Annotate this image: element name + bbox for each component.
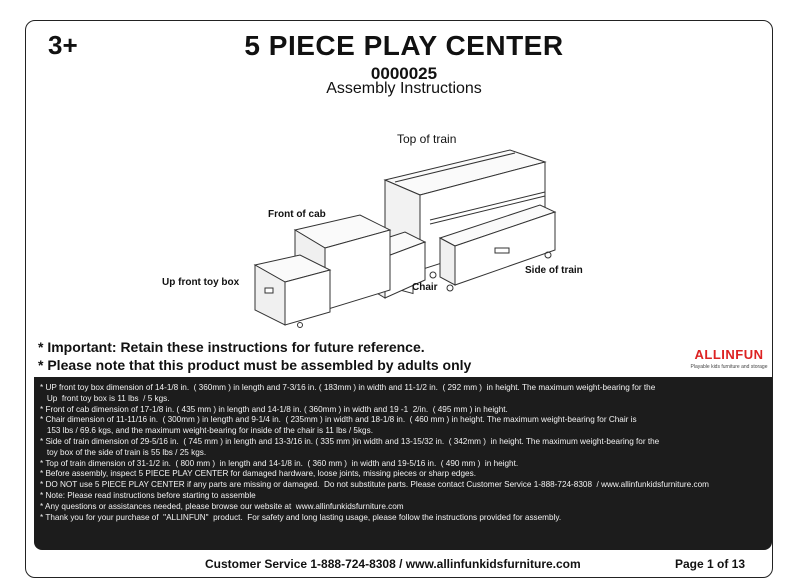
label-top-of-train: Top of train xyxy=(397,132,457,146)
label-chair: Chair xyxy=(412,282,438,293)
page-title: 5 PIECE PLAY CENTER xyxy=(244,30,564,61)
footer-customer-service: Customer Service 1-888-724-8308 / www.allinfunkidsfurniture.com xyxy=(205,557,581,571)
logo-text: ALLINFUN xyxy=(694,347,764,362)
allinfun-logo xyxy=(688,345,770,375)
spec-line: * Top of train dimension of 31-1/2 in. ( 800 mm ) in length and 14-1/8 in. ( 360 mm ) in width and 19-5/16 in. ( 490 mm ) in height. xyxy=(40,458,519,468)
spec-line: * Any questions or assistances needed, please browse our website at www.allinfunkidsfurniture.com xyxy=(40,501,404,511)
spec-line: * DO NOT use 5 PIECE PLAY CENTER if any parts are missing or damaged. Do not substitute parts. Please contact Customer Service 1-888-724-8308 / www.allinfunkidsfurniture.com xyxy=(40,480,709,490)
spec-line: 153 lbs / 69.6 kgs, and the maximum weight-bearing for inside of the chair is 11 lbs / 5kgs. xyxy=(40,426,373,436)
specifications-panel xyxy=(34,377,772,550)
label-up-front-toy-box: Up front toy box xyxy=(162,277,240,288)
spec-line: * Chair dimension of 11-11/16 in. ( 300mm ) in length and 9-1/4 in. ( 235mm ) in width and 18-1/8 in. ( 460 mm ) in height. The maximum weight-bearing for Chair is xyxy=(40,415,637,425)
adults-warning: * Please note that this product must be assembled by adults only xyxy=(38,357,472,373)
label-side-of-train: Side of train xyxy=(525,265,583,276)
spec-line: Up front toy box is 11 lbs / 5 kgs. xyxy=(40,393,170,403)
important-warning: * Important: Retain these instructions for future reference. xyxy=(38,339,425,355)
spec-line: * UP front toy box dimension of 14-1/8 in. ( 360mm ) in length and 7-3/16 in. ( 183mm ) in width and 11-1/2 in. ( 292 mm ) in height. The maximum weight-bearing for the xyxy=(40,383,656,392)
spec-line: * Thank you for your purchase of "ALLINFUN" product. For safety and long lasting usage, please follow the instructions provided for assembly. xyxy=(40,512,562,522)
spec-line: * Before assembly, inspect 5 PIECE PLAY CENTER for damaged hardware, loose joints, missing pieces or sharp edges. xyxy=(40,469,476,479)
spec-line: toy box of the side of train is 55 lbs / 25 kgs. xyxy=(40,447,207,457)
label-front-of-cab: Front of cab xyxy=(268,209,326,220)
model-number: 0000025 xyxy=(370,64,438,83)
up-front-toy-box-drawing xyxy=(255,255,330,328)
logo-tagline: Playable kids furniture and storage xyxy=(690,364,768,370)
page-subtitle: Assembly Instructions xyxy=(326,80,482,97)
page-number: Page 1 of 13 xyxy=(675,557,746,571)
spec-line: * Side of train dimension of 29-5/16 in. ( 745 mm ) in length and 13-3/16 in. ( 335 mm )in width and 13-15/32 in. ( 342mm ) in height. The maximum weight-bearing for the xyxy=(40,436,660,446)
age-rating: 3+ xyxy=(48,30,78,60)
spec-line: * Front of cab dimension of 17-1/8 in. ( 435 mm ) in length and 14-1/8 in. ( 360mm ) in width and 19 -1 2/in. ( 495 mm ) in height. xyxy=(40,404,508,414)
spec-line: * Note: Please read instructions before starting to assemble xyxy=(40,490,256,500)
play-center-illustration xyxy=(150,120,620,335)
